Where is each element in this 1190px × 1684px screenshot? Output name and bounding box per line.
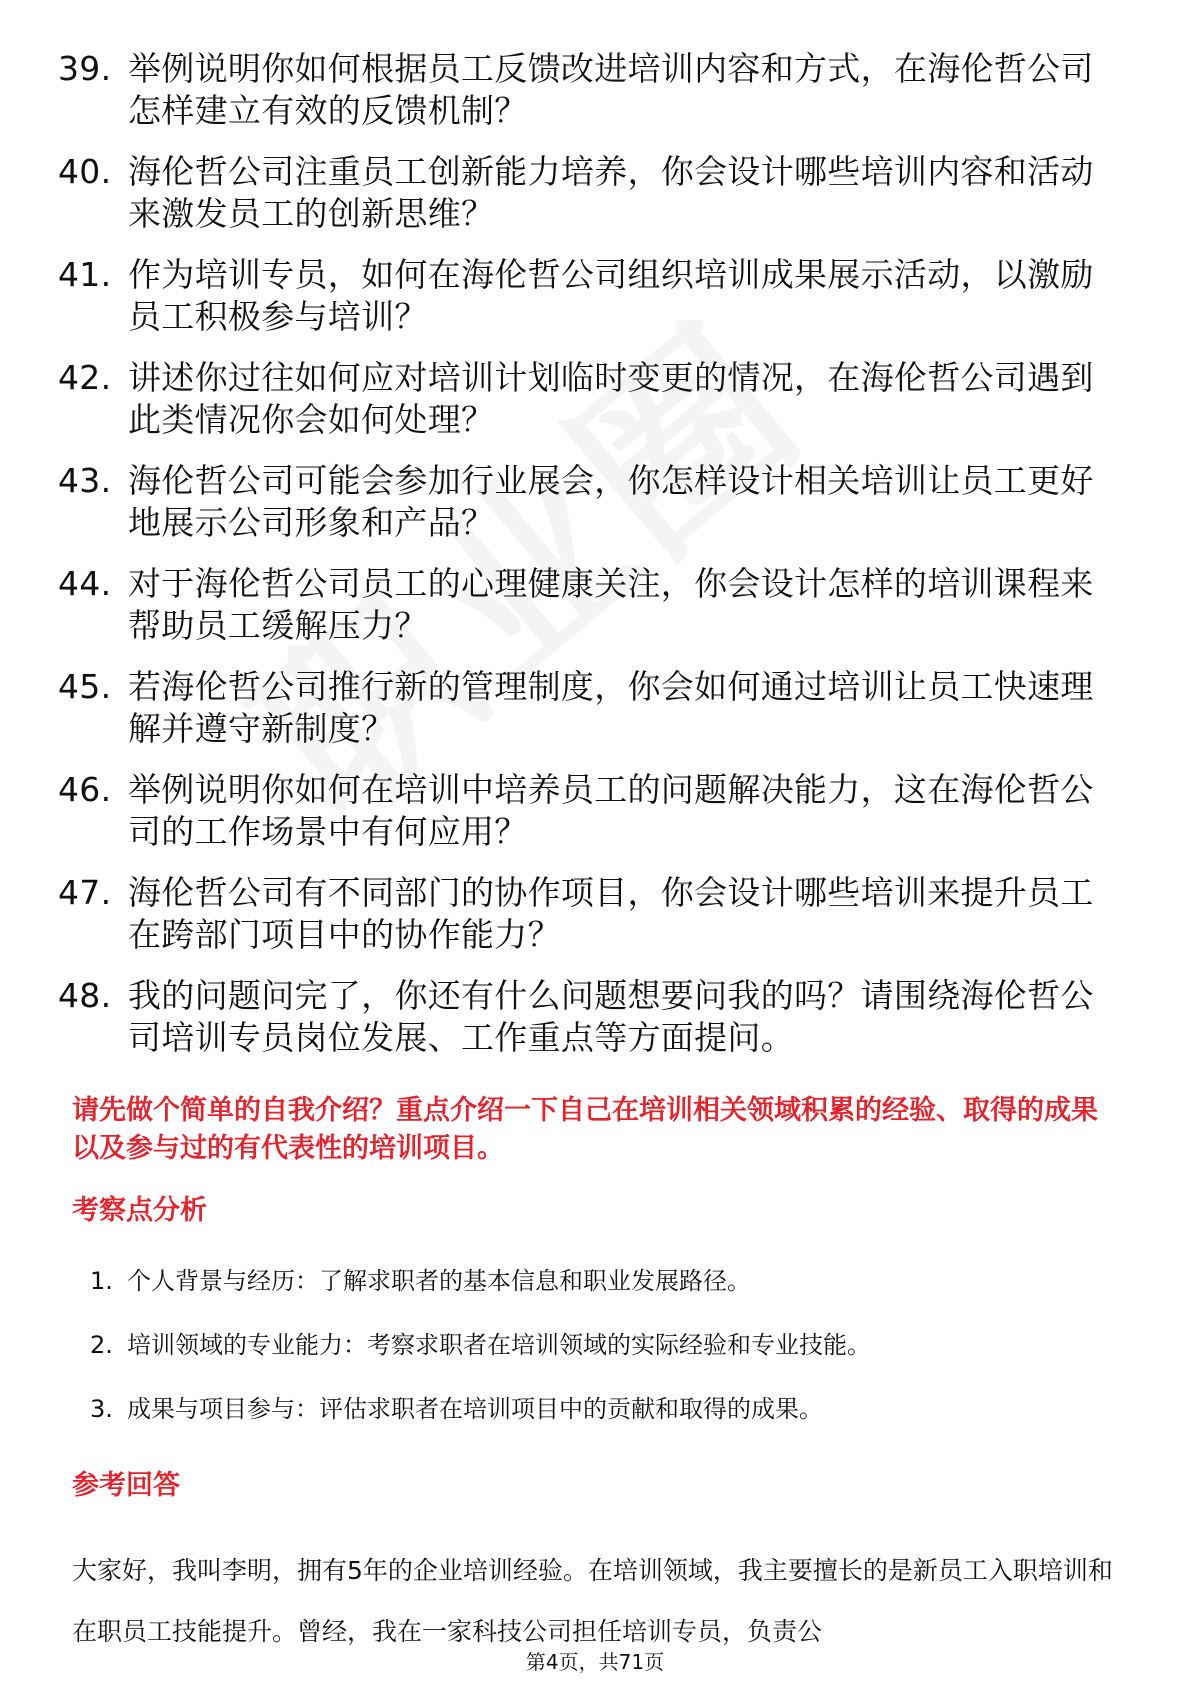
- analysis-text: 成果与项目参与：评估求职者在培训项目中的贡献和取得的成果。: [127, 1395, 823, 1423]
- question-item: [58, 872, 1118, 956]
- question-item: [58, 563, 1118, 647]
- question-item: [58, 975, 1118, 1059]
- analysis-item: [90, 1330, 1090, 1360]
- analysis-number: 2.: [90, 1331, 113, 1359]
- analysis-text: 培训领域的专业能力：考察求职者在培训领域的实际经验和专业技能。: [127, 1331, 871, 1359]
- question-number: 45.: [58, 667, 112, 706]
- question-text: 作为培训专员，如何在海伦哲公司组织培训成果展示活动，以激励员工积极参与培训？: [128, 255, 1094, 336]
- question-text: 对于海伦哲公司员工的心理健康关注，你会设计怎样的培训课程来帮助员工缓解压力？: [128, 564, 1094, 645]
- question-item: [58, 357, 1118, 441]
- question-text: 海伦哲公司可能会参加行业展会，你怎样设计相关培训让员工更好地展示公司形象和产品？: [128, 461, 1094, 542]
- analysis-list: [90, 1266, 1090, 1458]
- question-item: [58, 254, 1118, 338]
- question-text: 若海伦哲公司推行新的管理制度，你会如何通过培训让员工快速理解并遵守新制度？: [128, 667, 1094, 748]
- page-footer: 第4页，共71页: [525, 1650, 665, 1674]
- question-item: [58, 666, 1118, 750]
- question-number: 44.: [58, 564, 112, 603]
- question-text: 海伦哲公司有不同部门的协作项目，你会设计哪些培训来提升员工在跨部门项目中的协作能力？: [128, 873, 1094, 954]
- analysis-number: 1.: [90, 1267, 113, 1295]
- answer-heading: 参考回答: [72, 1470, 180, 1501]
- question-item: [58, 151, 1118, 235]
- question-text: 举例说明你如何根据员工反馈改进培训内容和方式，在海伦哲公司怎样建立有效的反馈机制？: [128, 49, 1094, 130]
- question-item: [58, 769, 1118, 853]
- analysis-number: 3.: [90, 1395, 113, 1423]
- question-text: 讲述你过往如何应对培训计划临时变更的情况，在海伦哲公司遇到此类情况你会如何处理？: [128, 358, 1094, 439]
- question-item: [58, 460, 1118, 544]
- question-number: 43.: [58, 461, 112, 500]
- question-number: 48.: [58, 976, 112, 1015]
- question-number: 41.: [58, 255, 112, 294]
- intro-question: 请先做个简单的自我介绍？重点介绍一下自己在培训相关领域积累的经验、取得的成果以及参与过的有代表性的培训项目。: [72, 1095, 1098, 1164]
- question-number: 46.: [58, 770, 112, 809]
- analysis-item: [90, 1394, 1090, 1424]
- question-number: 39.: [58, 49, 112, 88]
- question-text: 海伦哲公司注重员工创新能力培养，你会设计哪些培训内容和活动来激发员工的创新思维？: [128, 152, 1094, 233]
- analysis-item: [90, 1266, 1090, 1296]
- question-item: [58, 48, 1118, 132]
- analysis-heading: 考察点分析: [72, 1195, 207, 1226]
- question-text: 举例说明你如何在培训中培养员工的问题解决能力，这在海伦哲公司的工作场景中有何应用？: [128, 770, 1094, 851]
- answer-paragraph: 大家好，我叫李明，拥有5年的企业培训经验。在培训领域，我主要擅长的是新员工入职培训和在职员工技能提升。曾经，我在一家科技公司担任培训专员，负责公: [72, 1556, 1113, 1646]
- question-number: 40.: [58, 152, 112, 191]
- question-text: 我的问题问完了，你还有什么问题想要问我的吗？请围绕海伦哲公司培训专员岗位发展、工作重点等方面提问。: [128, 976, 1094, 1057]
- analysis-text: 个人背景与经历：了解求职者的基本信息和职业发展路径。: [127, 1267, 751, 1295]
- question-number: 47.: [58, 873, 112, 912]
- question-list: [58, 48, 1118, 1078]
- question-number: 42.: [58, 358, 112, 397]
